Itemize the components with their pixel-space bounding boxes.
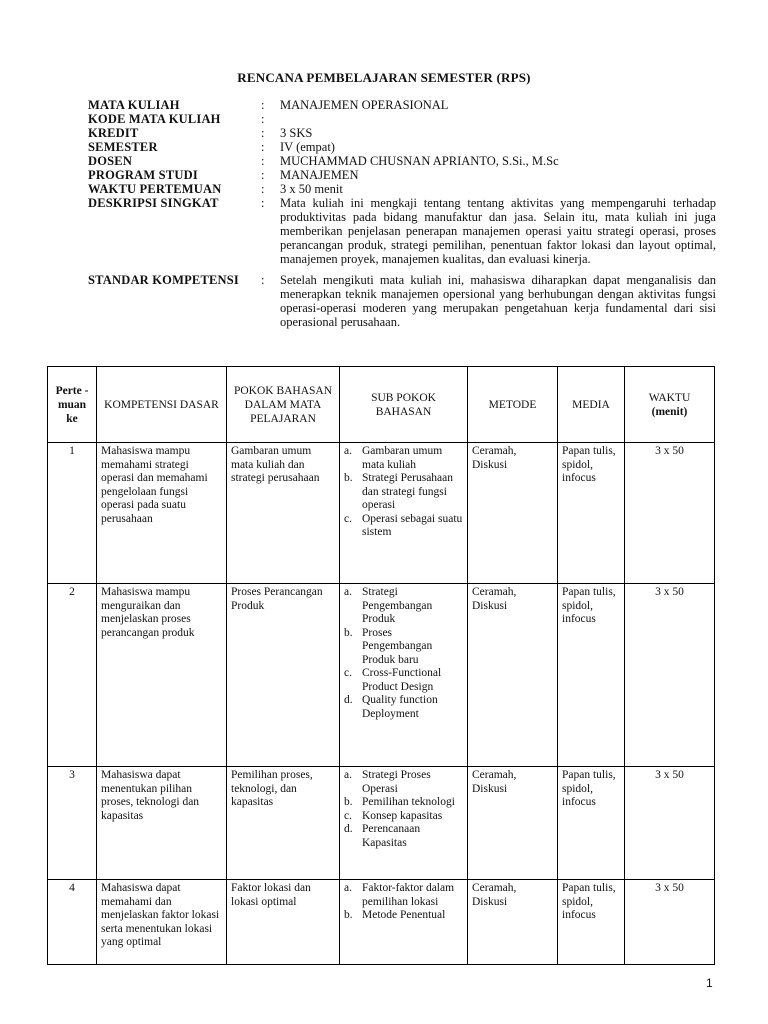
sub-list xyxy=(344,769,463,850)
info-value: MANAJEMEN xyxy=(280,168,359,182)
info-value: IV (empat) xyxy=(280,140,335,154)
cell-waktu: 3 x 50 xyxy=(625,767,715,880)
sub-list xyxy=(344,882,463,923)
header-kompetensi: KOMPETENSI DASAR xyxy=(97,367,227,443)
cell-sub xyxy=(340,880,468,965)
header-pertemuan: Perte - muan ke xyxy=(48,367,97,443)
info-row-standar xyxy=(88,273,716,329)
info-label: WAKTU PERTEMUAN xyxy=(88,182,222,196)
cell-metode: Ceramah, Diskusi xyxy=(468,880,558,965)
info-row-dosen xyxy=(88,154,716,168)
cell-media: Papan tulis, spidol, infocus xyxy=(558,584,625,767)
sub-item xyxy=(344,796,463,810)
info-colon: : xyxy=(261,126,265,140)
table-row xyxy=(48,584,715,767)
course-info xyxy=(88,98,716,329)
sub-item xyxy=(344,667,463,694)
sub-letter: c. xyxy=(344,512,352,525)
table-row xyxy=(48,880,715,965)
sub-text: Perencanaan Kapasitas xyxy=(362,823,421,849)
info-label: SEMESTER xyxy=(88,140,158,154)
info-value: MUCHAMMAD CHUSNAN APRIANTO, S.Si., M.Sc xyxy=(280,154,559,168)
sub-letter: a. xyxy=(344,882,352,894)
sub-letter: b. xyxy=(344,472,353,484)
cell-kompetensi: Mahasiswa mampu menguraikan dan menjelaskan proses perancangan produk xyxy=(97,584,227,767)
header-waktu-label: WAKTU xyxy=(648,391,691,404)
sub-item xyxy=(344,882,463,909)
sub-letter: c. xyxy=(344,809,352,822)
sub-letter: b. xyxy=(344,909,353,921)
table-row xyxy=(48,443,715,584)
cell-kompetensi: Mahasiswa dapat menentukan pilihan proses, teknologi dan kapasitas xyxy=(97,767,227,880)
sub-letter: a. xyxy=(344,445,352,457)
sub-text: Metode Penentual xyxy=(362,909,446,921)
header-sub: SUB POKOK BAHASAN xyxy=(340,367,468,443)
header-metode: METODE xyxy=(468,367,558,443)
cell-no: 3 xyxy=(48,767,97,880)
cell-kompetensi: Mahasiswa mampu memahami strategi operasi dan memahami pengelolaan fungsi operasi pada suatu perusahaan xyxy=(97,443,227,584)
info-colon: : xyxy=(261,196,265,210)
info-label: PROGRAM STUDI xyxy=(88,168,198,182)
cell-sub xyxy=(340,584,468,767)
info-value: Mata kuliah ini mengkaji tentang tentang aktivitas yang mempengaruhi terhadap produktivitas pada bidang manufaktur dan jasa. Selain itu, mata kuliah ini juga memberikan penjelasan penerapan manajemen operasi yaitu strategi operasi, proses perancangan produk, strategi pemilihan, penentuan faktor lokasi dan layout optimal, manajemen proyek, manajemen kualitas, dan evaluasi kinerja. xyxy=(280,196,716,266)
sub-text: Strategi Perusahaan dan strategi fungsi operasi xyxy=(362,472,454,511)
cell-kompetensi: Mahasiswa dapat memahami dan menjelaskan faktor lokasi serta menentukan lokasi yang optimal xyxy=(97,880,227,965)
sub-text: Operasi sebagai suatu sistem xyxy=(362,512,463,538)
page-number: 1 xyxy=(706,976,713,990)
sub-text: Faktor-faktor dalam pemilihan lokasi xyxy=(362,882,455,908)
header-media: MEDIA xyxy=(558,367,625,443)
sub-letter: b. xyxy=(344,796,353,808)
cell-metode: Ceramah, Diskusi xyxy=(468,443,558,584)
info-label: MATA KULIAH xyxy=(88,98,180,112)
sub-letter: a. xyxy=(344,769,352,781)
info-colon: : xyxy=(261,154,265,168)
sub-letter: d. xyxy=(344,823,353,835)
info-row-mata-kuliah xyxy=(88,98,716,112)
sub-item xyxy=(344,909,463,923)
info-colon: : xyxy=(261,273,265,287)
cell-pokok: Pemilihan proses, teknologi, dan kapasitas xyxy=(227,767,340,880)
info-value: 3 x 50 menit xyxy=(280,182,343,196)
info-colon: : xyxy=(261,182,265,196)
sub-list xyxy=(344,445,463,540)
sub-text: Proses Pengembangan Produk baru xyxy=(362,626,433,666)
header-pokok: POKOK BAHASAN DALAM MATA PELAJARAN xyxy=(227,367,340,443)
sub-text: Konsep kapasitas xyxy=(362,809,443,822)
info-row-semester xyxy=(88,140,716,154)
cell-metode: Ceramah, Diskusi xyxy=(468,767,558,880)
sub-text: Cross-Functional Product Design xyxy=(362,667,442,693)
info-colon: : xyxy=(261,140,265,154)
cell-waktu: 3 x 50 xyxy=(625,880,715,965)
sub-letter: b. xyxy=(344,626,353,639)
info-value: MANAJEMEN OPERASIONAL xyxy=(280,98,449,112)
cell-waktu: 3 x 50 xyxy=(625,584,715,767)
cell-pokok: Proses Perancangan Produk xyxy=(227,584,340,767)
sub-item xyxy=(344,445,463,472)
sub-text: Strategi Proses Operasi xyxy=(362,769,431,795)
cell-no: 1 xyxy=(48,443,97,584)
sub-item xyxy=(344,694,463,721)
cell-sub xyxy=(340,767,468,880)
sub-item xyxy=(344,810,463,824)
info-colon: : xyxy=(261,98,265,112)
sub-text: Pemilihan teknologi xyxy=(362,796,455,808)
sub-item xyxy=(344,472,463,513)
cell-media: Papan tulis, spidol, infocus xyxy=(558,767,625,880)
cell-metode: Ceramah, Diskusi xyxy=(468,584,558,767)
sub-text: Strategi Pengembangan Produk xyxy=(362,586,433,625)
info-value xyxy=(280,112,716,126)
cell-sub xyxy=(340,443,468,584)
info-value: 3 SKS xyxy=(280,126,313,140)
info-label: DESKRIPSI SINGKAT xyxy=(88,196,219,210)
info-value: Setelah mengikuti mata kuliah ini, mahasiswa diharapkan dapat menganalisis dan menerapkan teknik manajemen opersional yang berhubungan dengan aktivitas fungsi operasi-operasi moderen yang merupakan pengetahuan kerja fundamental dari sisi operasional perusahaan. xyxy=(280,273,716,329)
document-title: RENCANA PEMBELAJARAN SEMESTER (RPS) xyxy=(237,70,531,85)
info-row-kode xyxy=(88,112,716,126)
sub-item xyxy=(344,769,463,796)
sub-letter: c. xyxy=(344,667,352,679)
sub-list xyxy=(344,586,463,721)
info-label: STANDAR KOMPETENSI xyxy=(88,273,239,287)
sub-item xyxy=(344,627,463,668)
cell-media: Papan tulis, spidol, infocus xyxy=(558,880,625,965)
table-row xyxy=(48,767,715,880)
info-row-program-studi xyxy=(88,168,716,182)
info-row-waktu xyxy=(88,182,716,196)
sub-letter: a. xyxy=(344,586,352,598)
rps-table xyxy=(47,366,715,965)
info-label: KODE MATA KULIAH xyxy=(88,112,221,126)
sub-item xyxy=(344,823,463,850)
cell-media: Papan tulis, spidol, infocus xyxy=(558,443,625,584)
sub-letter: d. xyxy=(344,694,353,706)
header-waktu xyxy=(625,367,715,443)
sub-item xyxy=(344,586,463,627)
sub-item xyxy=(344,513,463,540)
info-label: KREDIT xyxy=(88,126,139,140)
sub-text: Quality function Deployment xyxy=(362,694,438,720)
table-header-row xyxy=(48,367,715,443)
info-row-kredit xyxy=(88,126,716,140)
cell-waktu: 3 x 50 xyxy=(625,443,715,584)
cell-pokok: Gambaran umum mata kuliah dan strategi perusahaan xyxy=(227,443,340,584)
header-waktu-unit: (menit) xyxy=(651,405,688,418)
info-row-deskripsi xyxy=(88,196,716,266)
cell-pokok: Faktor lokasi dan lokasi optimal xyxy=(227,880,340,965)
info-label: DOSEN xyxy=(88,154,133,168)
info-colon: : xyxy=(261,112,265,126)
sub-text: Gambaran umum mata kuliah xyxy=(362,445,443,471)
cell-no: 2 xyxy=(48,584,97,767)
cell-no: 4 xyxy=(48,880,97,965)
info-colon: : xyxy=(261,168,265,182)
